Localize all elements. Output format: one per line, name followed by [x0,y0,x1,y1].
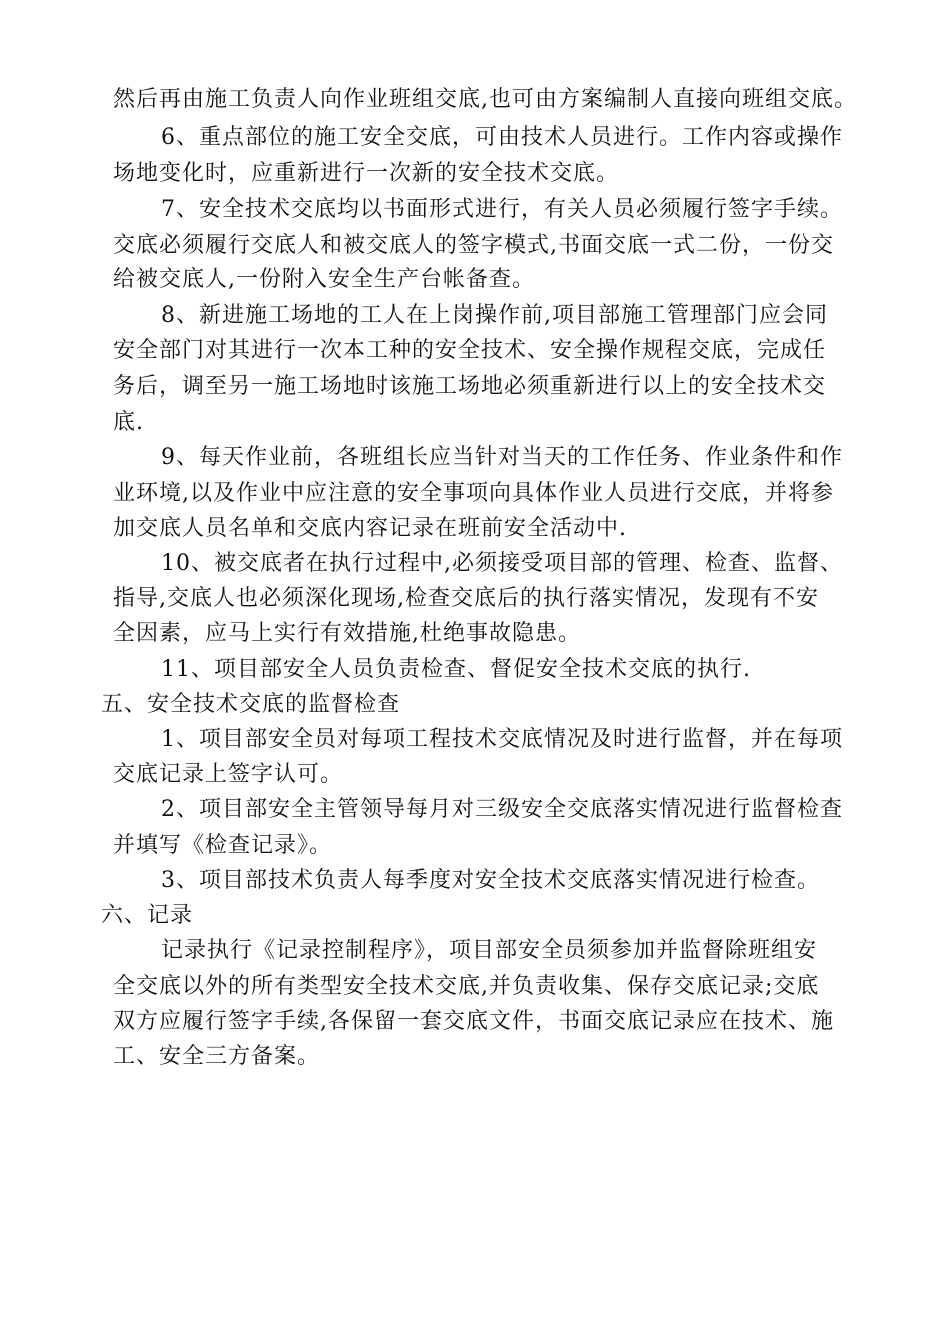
section-heading: 六、记录 [101,903,194,928]
text-line: 场地变化时，应重新进行一次新的安全技术交底。 [113,161,620,186]
text-line: 3、项目部技术负责人每季度对安全技术交底落实情况进行检查。 [161,868,820,893]
text-line: 7、安全技术交底均以书面形式进行，有关人员必须履行签字手续。 [161,197,843,222]
text-line: 务后，调至另一施工场地时该施工场地必须重新进行以上的安全技术交 [113,374,827,399]
text-line: 底. [113,410,144,435]
text-line: 1、项目部安全员对每项工程技术交底情况及时进行监督，并在每项 [161,727,843,752]
text-line: 双方应履行签字手续,各保留一套交底文件，书面交底记录应在技术、施 [113,1009,834,1034]
text-line: 记录执行《记录控制程序》，项目部安全员须参加并监督除班组安 [161,938,818,963]
text-line: 加交底人员名单和交底内容记录在班前安全活动中. [113,516,627,541]
text-line: 2、项目部安全主管领导每月对三级安全交底落实情况进行监督检查 [161,797,843,822]
text-line: 全交底以外的所有类型安全技术交底,并负责收集、保存交底记录;交底 [113,974,820,999]
text-line: 9、每天作业前，各班组长应当针对当天的工作任务、作业条件和作 [161,445,843,470]
text-line: 全因素，应马上实行有效措施,杜绝事故隐患。 [113,621,581,646]
text-line: 然后再由施工负责人向作业班组交底,也可由方案编制人直接向班组交底。 [113,87,857,112]
text-line: 指导,交底人也必须深化现场,检查交底后的执行落实情况，发现有不安 [113,586,819,611]
text-line: 安全部门对其进行一次本工种的安全技术、安全操作规程交底，完成任 [113,338,827,363]
text-line: 11、项目部安全人员负责检查、督促安全技术交底的执行. [161,657,751,682]
section-heading: 五、安全技术交底的监督检查 [101,692,401,717]
text-line: 10、被交底者在执行过程中,必须接受项目部的管理、检查、监督、 [161,551,843,576]
text-line: 交底记录上签字认可。 [113,762,344,787]
text-line: 给被交底人,一份附入安全生产台帐备查。 [113,267,535,292]
text-line: 工、安全三方备案。 [113,1044,321,1069]
text-line: 交底必须履行交底人和被交底人的签字模式,书面交底一式二份，一份交 [113,233,834,258]
text-line: 8、新进施工场地的工人在上岗操作前,项目部施工管理部门应会同 [161,303,828,328]
text-line: 并填写《检查记录》。 [113,833,333,858]
text-line: 6、重点部位的施工安全交底，可由技术人员进行。工作内容或操作 [161,125,843,150]
text-line: 业环境,以及作业中应注意的安全事项向具体作业人员进行交底，并将参 [113,481,834,506]
